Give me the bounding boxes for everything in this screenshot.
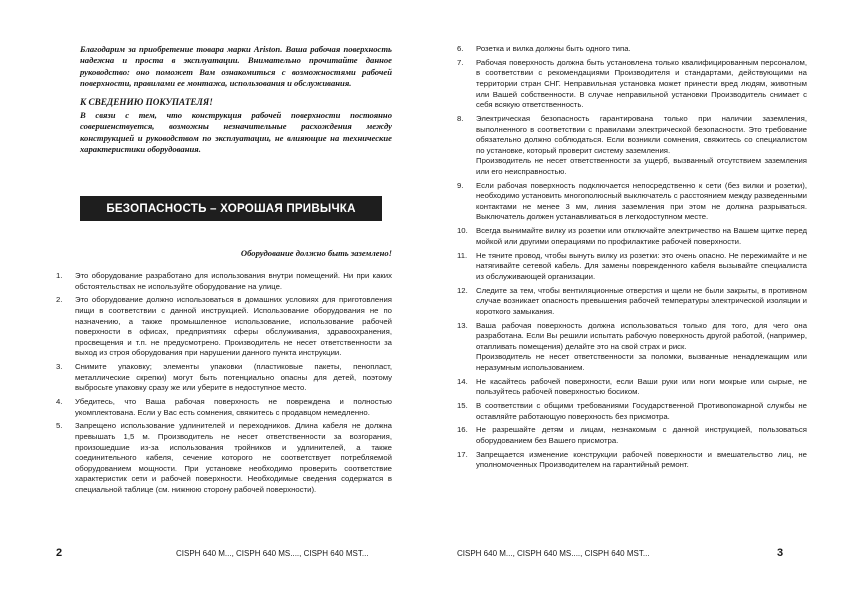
item-text: Не касайтесь рабочей поверхности, если Ваши руки или ноги мокрые или сырые, не пользуйтесь рабочей поверхностью босиком. <box>476 376 807 397</box>
item-number: 1. <box>56 271 63 280</box>
item-text: В соответствии с общими требованиями Государственной Противопожарной службы не оставляйте работающую поверхность без присмотра. <box>476 401 807 421</box>
item-number: 12. <box>457 285 468 295</box>
item-text: Если рабочая поверхность подключается непосредственно к сети (без вилки и розетки), необходимо установить многополюсный выключатель с расстоянием между разведенными контактами не менее 3 мм, линия заземления при этом не должна разрываться. Выключатель должен устанавливаться в легкодоступном месте. <box>476 180 807 222</box>
item-extra-text: Производитель не несет ответственности за поломки, вызванные ненадлежащим или неразумным использованием. <box>476 352 807 372</box>
item-number: 4. <box>56 397 63 407</box>
list-item <box>56 397 392 418</box>
list-item <box>56 271 392 292</box>
item-number: 15. <box>457 401 468 411</box>
item-text: Не тяните провод, чтобы вынуть вилку из розетки: это очень опасно. Не пережимайте и не натягивайте сетевой кабель. Для замены поврежденного кабеля вызывайте специалиста из обслуживающей организации. <box>476 250 807 281</box>
item-text: Убедитесь, что Ваша рабочая поверхность не повреждена и полностью укомплектована. Если у Вас есть сомнения, свяжитесь с продавцом немедленно. <box>75 397 392 417</box>
intro-thanks: Благодарим за приобретение товара марки Ariston. Ваша рабочая поверхность надежна и проста в эксплуатации. Внимательно прочитайте данное руководство: оно поможет Вам ознакомиться с возможностями рабочей поверхности, правилами ее монтажа, использования и обслуживания. <box>80 44 392 89</box>
list-item <box>56 362 392 394</box>
footer-model-left: CISPH 640 M..., CISPH 640 MS...., CISPH 640 MST... <box>176 549 369 558</box>
item-text: Не разрешайте детям и лицам, незнакомым с данной инструкцией, пользоваться оборудованием без Вашего присмотра. <box>476 425 807 446</box>
list-item <box>457 425 807 446</box>
list-item <box>457 321 807 374</box>
item-number: 16. <box>457 425 468 435</box>
item-number: 8. <box>457 113 464 123</box>
list-item <box>457 58 807 111</box>
item-text: Это оборудование разработано для использования внутри помещений. Ни при каких обстоятельствах не используйте оборудование на улице. <box>75 271 392 291</box>
item-number: 9. <box>457 180 464 190</box>
right-page <box>421 0 842 595</box>
list-item <box>457 114 807 178</box>
item-text: Ваша рабочая поверхность должна использоваться только для того, для чего она разработана. Если Вы решили испытать рабочую поверхность другой работой, (например, отапливать помещения) делайте это на свой страх и риск. <box>476 320 807 351</box>
intro-block <box>80 44 392 156</box>
item-text: Запрещается изменение конструкции рабочей поверхности и вмешательство лиц, не уполномоченных Производителем на гарантийный ремонт. <box>476 449 807 470</box>
item-text: Это оборудование должно использоваться в домашних условиях для приготовления пищи в соответствии с данной инструкцией. Использование оборудования не по назначению, а также промышленное использование, использование рабочей поверхности в офисах, предприятиях сферы обслуживания, здравоохранения, просвещения и т.п. не предусмотрено. Производитель не несет ответственности за выход из строя оборудования при нарушении данного пункта инструкции. <box>75 295 392 358</box>
safety-list-right <box>457 44 807 474</box>
item-number: 10. <box>457 226 468 236</box>
footer-model-right: CISPH 640 M..., CISPH 640 MS...., CISPH 640 MST... <box>457 549 650 558</box>
list-item <box>457 226 807 247</box>
item-text: Снимите упаковку; элементы упаковки (пластиковые пакеты, пенопласт, металлические скрепки) могут быть потенциально опасны для детей, поэтому выбросьте упаковку сразу же или уберите в недоступное место. <box>75 362 392 393</box>
item-number: 3. <box>56 362 63 372</box>
page-number-right: 3 <box>777 547 784 559</box>
item-number: 6. <box>457 44 464 53</box>
item-number: 7. <box>457 57 464 67</box>
list-item <box>457 286 807 318</box>
item-extra-text: Производитель не несет ответственности за ущерб, вызванный отсутствием заземления или его неисправностью. <box>476 156 807 176</box>
item-number: 13. <box>457 320 468 330</box>
list-item <box>457 181 807 223</box>
list-item <box>457 377 807 398</box>
list-item <box>457 44 807 55</box>
grounding-note: Оборудование должно быть заземлено! <box>240 248 392 258</box>
item-text: Всегда вынимайте вилку из розетки или отключайте электричество на Вашем щитке перед мойкой или другими операциями по профилактике рабочей поверхности. <box>476 226 807 246</box>
item-number: 2. <box>56 295 63 305</box>
notice-text: В связи с тем, что конструкция рабочей поверхности постоянно совершенствуется, возможны незначительные расхождения между конструкцией и руководством по эксплуатации, не влияющие на технические характеристики оборудования. <box>80 110 392 155</box>
notice-heading: К СВЕДЕНИЮ ПОКУПАТЕЛЯ! <box>80 96 213 107</box>
list-item <box>56 421 392 495</box>
list-item <box>457 401 807 422</box>
item-number: 11. <box>457 250 468 260</box>
list-item <box>56 295 392 359</box>
section-banner: БЕЗОПАСНОСТЬ – ХОРОШАЯ ПРИВЫЧКА <box>80 196 382 221</box>
list-item <box>457 251 807 283</box>
item-text: Рабочая поверхность должна быть установлена только квалифицированным персоналом, в соответствии с рекомендациями Производителя и стандартами, действующими на территории стран СНГ. Неправильная установка может принести вред людям, животным или Вашей собственности. В случае неправильной установки Производитель снимает с себя всякую ответственность. <box>476 57 807 110</box>
page-number-left: 2 <box>56 547 63 559</box>
item-text: Запрещено использование удлинителей и переходников. Длина кабеля не должна превышать 1,5 м. Производитель не несет ответственности за возгорания, произошедшие из-за использования тройников и удлинителей, а также соединительного кабеля, сечение которого не соответствует потребляемой оборудованием мощности. При установке необходимо проверить соответствие характеристик сети и рабочей поверхности. Необходимые сведения содержатся в специальной таблице (см. нижнюю сторону рабочей поверхности). <box>75 421 392 495</box>
item-text: Розетка и вилка должны быть одного типа. <box>476 44 631 53</box>
item-number: 5. <box>56 421 63 431</box>
item-number: 17. <box>457 449 468 459</box>
safety-list-left <box>56 271 392 499</box>
item-text: Электрическая безопасность гарантирована только при наличии заземления, выполненного в соответствии с правилами электрической безопасности. Это требование обязательно должно соблюдаться. Если возникли сомнения, свяжитесь со специалистом по установке, который проверит систему заземления. <box>476 113 807 155</box>
list-item <box>457 450 807 471</box>
item-number: 14. <box>457 376 468 386</box>
item-text: Следите за тем, чтобы вентиляционные отверстия и щели не были закрыты, в противном случае возникает опасность превышения рабочей температуры электрической изоляции и короткого замыкания. <box>476 285 807 316</box>
